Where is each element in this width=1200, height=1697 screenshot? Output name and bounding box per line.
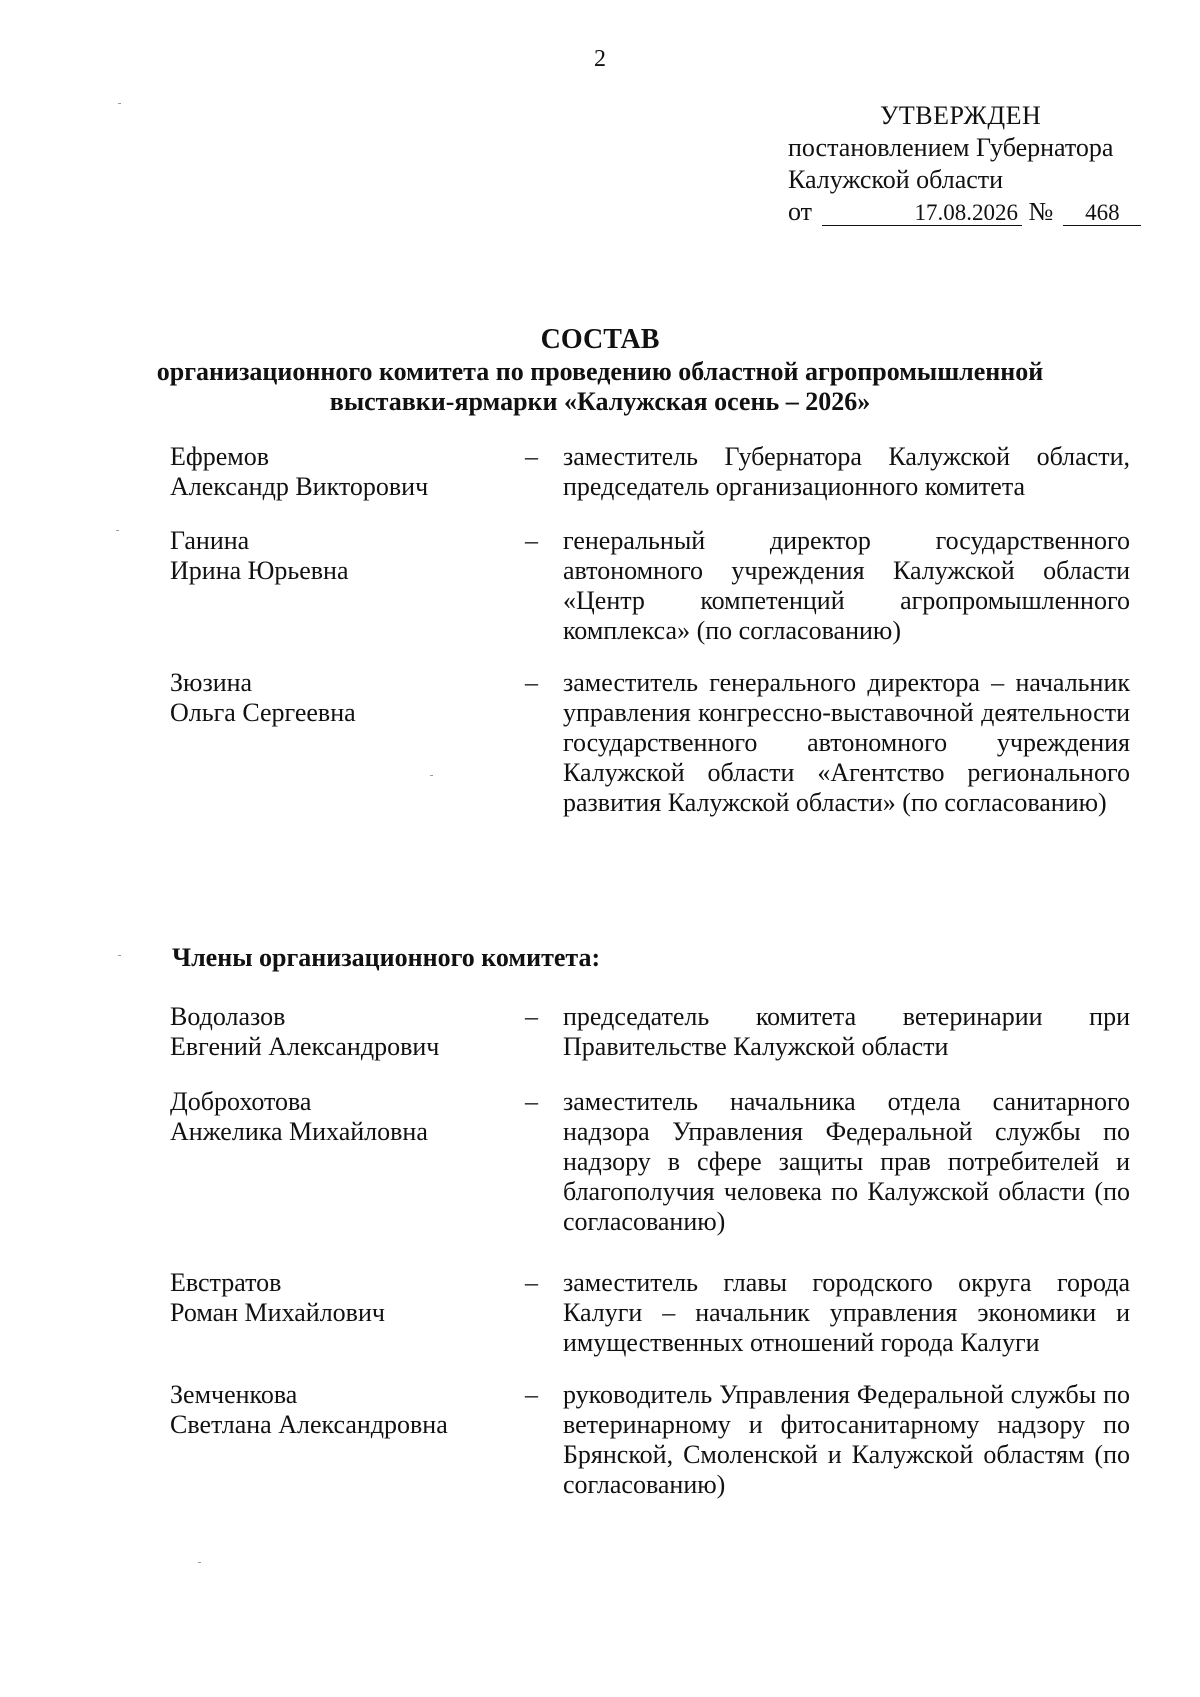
surname: Евстратов [170,1268,282,1297]
surname: Ганина [170,526,250,555]
person-name [170,1268,510,1328]
person-name [170,1380,510,1440]
surname: Доброхотова [170,1087,312,1116]
scan-speck [118,955,121,956]
surname: Водолазов [170,1002,286,1031]
scan-speck [116,530,119,531]
title-subtitle-line-1: организационного комитета по проведению областной агропромышленной [156,357,1044,386]
person-name [170,1002,510,1062]
given-names: Светлана Александровна [170,1410,448,1439]
approval-date-line [788,196,1128,228]
members-header: Члены организационного комитета: [172,943,601,972]
position-description: заместитель Губернатора Калужской области, председатель организационного комитета [563,442,1130,501]
approval-status: УТВЕРЖДЕН [880,101,1042,130]
dash-separator: – [525,1087,538,1116]
dash-separator: – [525,442,538,471]
scan-speck [198,1562,201,1563]
dash-separator: – [525,1002,538,1031]
title-heading: СОСТАВ [540,324,660,355]
page-number: 2 [594,46,606,72]
document-title [100,325,1100,417]
given-names: Евгений Александрович [170,1032,440,1061]
position-description: руководитель Управления Федеральной службы по ветеринарному и фитосанитарному надзору по Брянской, Смоленской и Калужской областям (по согласованию) [563,1380,1130,1499]
approval-line-1: постановлением Губернатора [788,133,1114,162]
dash-separator: – [525,526,538,555]
approval-block [788,100,1128,228]
given-names: Ольга Сергеевна [170,698,356,727]
dash-separator: – [525,1380,538,1409]
person-name [170,442,510,502]
person-name [170,526,510,586]
position-description: заместитель главы городского округа города Калуги – начальник управления экономики и имущественных отношений города Калуги [563,1268,1130,1357]
decree-number: 468 [1063,201,1141,226]
surname: Зюзина [170,668,253,697]
scan-speck [430,775,433,776]
given-names: Александр Викторович [170,472,429,501]
number-label: № [1028,197,1054,226]
title-subtitle-line-2: выставки-ярмарки «Калужская осень – 2026» [329,387,871,416]
decree-date: 17.08.2026 [822,201,1022,226]
position-description: заместитель начальника отдела санитарного надзора Управления Федеральной службы по надзору в сфере защиты прав потребителей и благополучия человека по Калужской области (по согласованию) [563,1087,1130,1236]
given-names: Ирина Юрьевна [170,556,349,585]
person-name [170,668,510,728]
position-description: генеральный директор государственного автономного учреждения Калужской области «Центр компетенций агропромышленного комплекса» (по согласованию) [563,526,1130,645]
surname: Ефремов [170,442,269,471]
given-names: Роман Михайлович [170,1298,385,1327]
given-names: Анжелика Михайловна [170,1117,428,1146]
from-label: от [788,197,813,226]
scan-speck [118,103,121,104]
dash-separator: – [525,1268,538,1297]
person-name [170,1087,510,1147]
position-description: заместитель генерального директора – начальник управления конгрессно-выставочной деятельности государственного автономного учреждения Калужской области «Агентство регионального развития Калужской области» (по согласованию) [563,668,1130,817]
dash-separator: – [525,668,538,697]
surname: Земченкова [170,1380,298,1409]
position-description: председатель комитета ветеринарии при Правительстве Калужской области [563,1002,1130,1061]
approval-line-2: Калужской области [788,165,1004,194]
